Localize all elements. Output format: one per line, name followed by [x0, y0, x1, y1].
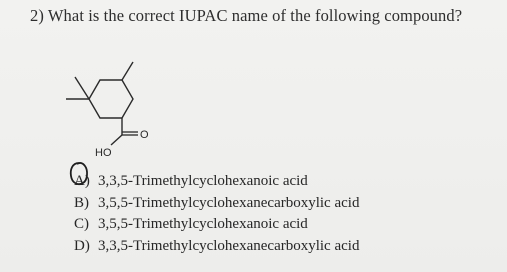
option-d-text: 3,3,5-Trimethylcyclohexanecarboxylic acid [98, 237, 360, 254]
option-a-letter-text: A) [74, 173, 90, 189]
chemical-structure [55, 55, 165, 170]
methyl-bond-left-2 [75, 77, 89, 99]
option-c-text: 3,5,5-Trimethylcyclohexanoic acid [98, 216, 308, 232]
carbonyl-oxygen-label: O [140, 129, 149, 141]
answer-options [74, 171, 359, 257]
cyclohexane-ring [89, 80, 133, 118]
methyl-bond-top [122, 62, 133, 80]
option-a-text: 3,3,5-Trimethylcyclohexanoic acid [98, 173, 308, 189]
structure-drawing [55, 55, 165, 170]
option-c[interactable] [74, 214, 359, 236]
option-d[interactable] [74, 236, 359, 258]
option-d-letter: D) [74, 237, 90, 254]
option-a-letter [74, 171, 98, 193]
option-b-text: 3,5,5-Trimethylcyclohexanecarboxylic acid [98, 194, 360, 211]
option-a[interactable] [74, 171, 359, 193]
question-text: 2) What is the correct IUPAC name of the following compound? [30, 6, 463, 25]
option-b[interactable] [74, 193, 359, 215]
hydroxyl-label: HO [95, 147, 112, 159]
hydroxyl-bond [111, 135, 122, 145]
option-b-letter: B) [74, 194, 89, 211]
option-c-letter: C) [74, 216, 89, 232]
